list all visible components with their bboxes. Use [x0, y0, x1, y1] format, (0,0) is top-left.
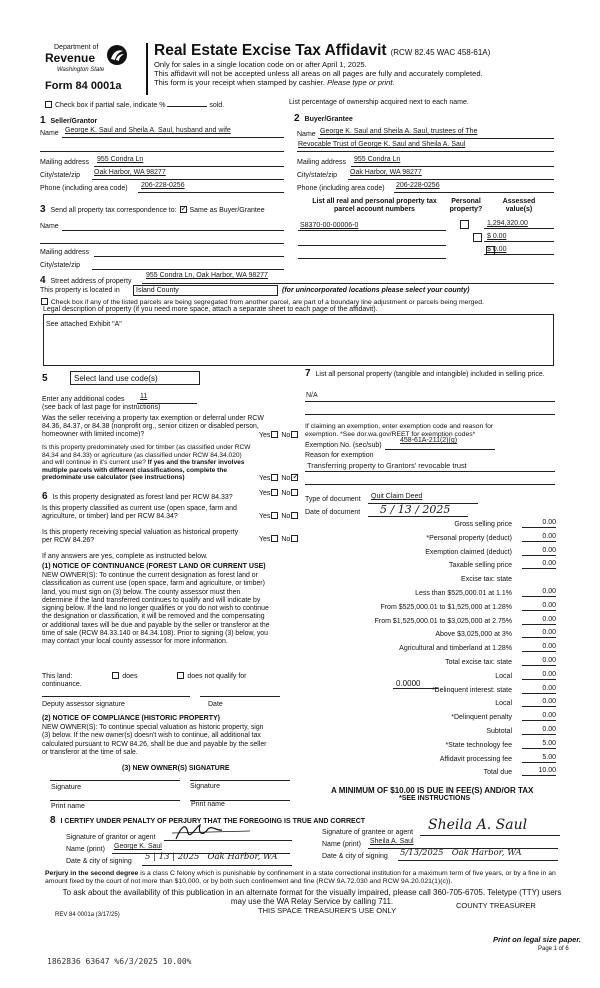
reason-value[interactable]: Transferring property to Grantors' revocable trust [307, 461, 467, 470]
tax-row-value[interactable]: 0.00 [522, 698, 556, 707]
corr-mailing-label: Mailing address [40, 249, 90, 256]
forest-yes-checkbox[interactable] [271, 489, 278, 496]
seller-phone-line [138, 192, 284, 193]
grantor-signature [170, 821, 260, 843]
forest-question-row [42, 491, 233, 503]
grantee-signature-label: Signature of grantee or agent [322, 829, 414, 836]
perjury-bold: Perjury in the second degree [45, 870, 139, 877]
grantee-date-city[interactable]: 5/13/2025 Oak Harbor, WA [400, 848, 522, 858]
tax-row-label: Subtotal [486, 728, 512, 735]
buyer-name-label: Name [297, 131, 316, 138]
tax-row-value[interactable]: 5.00 [522, 754, 556, 763]
notice-compliance-title: (2) NOTICE OF COMPLIANCE (HISTORIC PROPERTY) [42, 715, 220, 722]
located-label: This property is located in [40, 287, 120, 294]
personal-property-label: List all personal property (tangible and intangible) included in selling price. [315, 371, 545, 378]
tax-row-value[interactable]: 0.00 [522, 588, 556, 597]
corr-city-line[interactable] [92, 269, 284, 270]
land-use-select[interactable] [70, 371, 200, 385]
tax-row-value[interactable]: 5.00 [522, 740, 556, 749]
grantor-date-line [142, 865, 292, 866]
personal-property-line [305, 401, 555, 402]
seller-city[interactable]: Oak Harbor, WA 98277 [94, 169, 166, 176]
corr-name-label: Name [40, 223, 59, 230]
grantee-date-line [398, 860, 558, 861]
tax-row-value[interactable]: 0.00 [522, 547, 556, 556]
form-number: Form 84 0001a [45, 80, 122, 92]
land-use-select-label: Select land use code(s) [74, 374, 158, 383]
personal-property-question [305, 368, 555, 380]
current-use-yes-label: Yes [259, 513, 271, 520]
tax-row-value[interactable]: 0.00 [522, 602, 556, 611]
street-value[interactable]: 955 Condra Ln, Oak Harbor, WA 98277 [146, 272, 268, 279]
does-not-label: does not qualify for [187, 673, 247, 680]
tax-row-label: From $525,000.01 to $1,525,000 at 1.28% [380, 603, 512, 611]
notice-line3-italic: Please type or print. [327, 78, 395, 87]
exemption-deferral-question: Was the seller receiving a property tax exemption or deferral under RCW 84.36, 84.37, or 84.38 (nonprofit org., senior citizen or disabled person, homeowner with limited income)? [42, 415, 264, 438]
seller-name-line2 [40, 151, 284, 152]
owner-signature-label-1: Signature [51, 784, 81, 791]
tax-row-label: Agricultural and timberland at 1.28% [399, 645, 512, 653]
doc-type[interactable]: Quit Claim Deed [371, 493, 423, 500]
q1-yes-checkbox[interactable] [271, 431, 278, 438]
tax-row-label: Affidavit processing fee [439, 755, 512, 763]
partial-sale-sold: sold. [209, 102, 225, 109]
owner-signature-line-2[interactable] [190, 780, 290, 781]
doc-type-label: Type of document [305, 496, 361, 503]
owner-signature-line-1[interactable] [50, 780, 180, 781]
q1-no-checkbox[interactable] [291, 431, 298, 438]
q2-yes-checkbox[interactable] [271, 474, 278, 481]
grantor-date-label: Date & city of signing [66, 858, 132, 865]
local-rate[interactable]: 0.0000 [396, 679, 421, 688]
partial-sale-label: Check box if partial sale, indicate % [54, 102, 166, 109]
grantor-name[interactable]: George K. Saul [114, 843, 162, 850]
tax-row-label: Taxable selling price [448, 562, 512, 570]
reason-line [305, 471, 555, 472]
new-owner-signature-title: (3) NEW OWNER(S) SIGNATURE [122, 765, 230, 772]
tax-row-label: Less than $525,000.01 at 1.1% [415, 590, 512, 597]
buyer-heading-label: Buyer/Grantee [304, 116, 353, 123]
tax-row-value[interactable]: 10.00 [522, 767, 556, 776]
tax-row-label: Gross selling price [454, 521, 512, 528]
header-divider [146, 43, 148, 95]
seller-name-label: Name [40, 130, 59, 137]
tax-row-label: *Delinquent penalty [451, 714, 512, 722]
reason-label: Reason for exemption [305, 452, 374, 459]
parcel-col-header: List all real and personal property tax parcel account numbers [312, 198, 437, 214]
deputy-date-label: Date [208, 701, 223, 708]
current-use-yes-checkbox[interactable] [271, 512, 278, 519]
buyer-name-line [318, 138, 554, 139]
assessed-row-1[interactable]: 1,294,320.00 [487, 220, 528, 227]
corr-city-label: City/state/zip [40, 262, 81, 269]
assessed-row-2[interactable]: $ 0.00 [487, 233, 507, 240]
form-title-rcw: (RCW 82.45 WAC 458-61A) [390, 48, 491, 57]
personal-property-checkbox-2[interactable] [473, 233, 482, 242]
buyer-mailing-line [351, 166, 554, 167]
legal-description-box[interactable] [43, 314, 554, 366]
timber-question [42, 444, 254, 482]
street-label: Street address of property [50, 278, 132, 285]
seller-heading-label: Seller/Grantor [50, 118, 98, 125]
grantor-signature-label: Signature of grantor or agent [66, 834, 156, 841]
does-label: does [122, 673, 138, 680]
same-as-buyer-label: Same as Buyer/Grantee [189, 207, 265, 214]
tax-row-label: *Delinquent interest: state [431, 686, 512, 694]
street-row [40, 275, 131, 287]
tax-row-value[interactable]: 0.00 [522, 726, 556, 735]
assessed-row-3[interactable]: $ 0.00 [487, 246, 507, 253]
county-value: Island County [136, 287, 179, 294]
section-3-num: 3 [40, 204, 46, 215]
current-use-no-checkbox[interactable] [291, 512, 298, 519]
personal-col-header: Personal property? [449, 198, 483, 214]
ownership-note: List percentage of ownership acquired next to each name. [289, 99, 469, 106]
current-use-question: Is this property classified as current use (open space, farm and agriculture, or timber) land per RCW 84.34? [42, 505, 237, 521]
reason-line2 [305, 484, 555, 485]
grantee-name-label: Name (print) [322, 841, 361, 848]
parcel-row-2-line[interactable] [298, 245, 446, 246]
tax-row-value[interactable]: 0.00 [522, 629, 556, 638]
historic-question: Is this property receiving special valuation as historical property per RCW 84.26? [42, 529, 239, 545]
segregated-label: Check box if any of the listed parcels are being segregated from another parcel, are part of a boundary line adjustment or parcels being merged. [50, 299, 484, 306]
personal-property-line2 [305, 414, 555, 415]
logo-line3: Washington State [57, 67, 105, 73]
title-block [154, 42, 490, 60]
notice-continuance-text: NEW OWNER(S): To continue the current designation as forest land or classification as current use (open space, farm and agriculture, or timber) land, you must sign on (3) below. The county assessor must then determine if the land transferred continues to qualify and will indicate by signing below. If the land no longer qualifies or you do not wish to continue the designation or classification, it will be removed and the compensating or additional taxes will be due and payable by the seller or transferor at the time of sale (RCW 84.33.140 or 84.34.108). Prior to signing (3) below, you may contact your local county assessor for more information. [42, 572, 270, 646]
section-6-num: 6 [42, 491, 48, 502]
continuance-label: continuance. [42, 681, 82, 688]
historic-yes-label: Yes [259, 536, 271, 543]
grantor-date-city[interactable]: 5 | 13 | 2025 Oak Harbor, WA [145, 852, 278, 862]
buyer-name-line1[interactable]: George K. Saul and Sheila A. Saul, trustees of The [320, 128, 478, 135]
forest-yes-label: Yes [259, 490, 271, 497]
historic-no-label: No [281, 536, 291, 543]
q1-answers [259, 431, 299, 440]
see-instructions: *SEE INSTRUCTIONS [399, 795, 471, 802]
deputy-date-line[interactable] [200, 696, 280, 697]
assessed-row-1-line [484, 228, 554, 229]
county-treasurer: COUNTY TREASURER [456, 901, 536, 910]
seller-mailing-line [94, 166, 284, 167]
assessed-row-3-line [484, 254, 554, 255]
corr-name-line[interactable] [62, 230, 284, 231]
seller-phone[interactable]: 206-228-0256 [141, 182, 185, 189]
county-select[interactable] [133, 285, 278, 296]
doc-date-label: Date of document [305, 509, 361, 516]
buyer-phone-label: Phone (including area code) [297, 185, 385, 192]
tax-row-label: Above $3,025,000 at 3% [435, 631, 512, 639]
section-7-num: 7 [305, 368, 311, 379]
rev-number: REV 84 0001a (3/17/25) [55, 912, 120, 918]
logo-line1: Department of [54, 44, 99, 51]
q1-no-label: No [281, 432, 291, 439]
grantee-date-label: Date & city of signing [322, 853, 388, 860]
tax-row-value[interactable]: 0.00 [522, 657, 556, 666]
see-back: (see back of last page for instructions) [42, 404, 161, 411]
seller-name-line [62, 137, 284, 138]
buyer-name-line2[interactable]: Revocable Trust of George K. Saul and Sheila A. Saul [298, 141, 466, 148]
forest-answers [259, 489, 299, 498]
correspondence-row [40, 204, 265, 216]
notice-continuance-title: (1) NOTICE OF CONTINUANCE (FOREST LAND OR CURRENT USE) [42, 563, 266, 570]
corr-name-line2 [40, 243, 284, 244]
located-note: (for unincorporated locations please select your county) [282, 287, 470, 294]
current-use-answers [259, 512, 299, 521]
land-qualify-row [42, 672, 247, 681]
recording-stamp: 1862836 63647 %6/3/2025 10.00% [47, 957, 192, 966]
notice-line2: This affidavit will not be accepted unless all areas on all pages are fully and accurately completed. [154, 69, 483, 78]
buyer-phone[interactable]: 206-228-0256 [396, 182, 440, 189]
legal-label: Legal description of property (if you need more space, attach a separate sheet to each page of the affidavit). [43, 306, 378, 313]
perjury-text: is a class C felony which is punishable by confinement in a state correctional institution for a maximum term of five years, or by a fine in an amount fixed by the court of not more than $10,000, or by both such confinement and fine (RCW 9A.72.030 and RCW 9A.20.021(1)(c)). [45, 870, 556, 885]
same-as-buyer-checkbox[interactable] [180, 206, 187, 213]
q2-no-label: No [281, 475, 291, 482]
personal-property-value[interactable]: N/A [306, 392, 318, 399]
partial-sale-row [44, 101, 224, 110]
tax-row-label: Total due [483, 769, 512, 777]
personal-property-checkbox-1[interactable] [460, 220, 469, 229]
parcel-row-3-line[interactable] [298, 258, 446, 259]
legal-description: See attached Exhibit "A" [46, 321, 122, 328]
tax-row-label: From $1,525,000.01 to $3,025,000 at 2.75% [374, 617, 512, 625]
grantee-signature[interactable]: Sheila A. Saul [428, 817, 528, 833]
does-not-qualify-checkbox[interactable] [177, 672, 184, 679]
notice-line3-text: This form is your receipt when stamped by cashier. [154, 78, 325, 87]
exemption-no-label: Exemption No. (sec/sub) [305, 442, 382, 449]
tax-row-label: Local [495, 672, 512, 680]
tax-row-value[interactable]: 0.00 [522, 671, 556, 680]
buyer-city-label: City/state/zip [297, 172, 338, 179]
tax-row-label: *State technology fee [445, 741, 512, 749]
buyer-city[interactable]: Oak Harbor, WA 98277 [350, 169, 422, 176]
perjury-notice [45, 870, 565, 886]
correspondence-label: Send all property tax correspondence to: [50, 207, 177, 214]
grantee-signature-line [420, 835, 560, 836]
segregated-checkbox[interactable] [41, 298, 48, 305]
timber-question-text: Is this property predominately used for timber (as classified under RCW 84.34 and 84.33) or agriculture (as classified under RCW 84.34.020) and will continue in it's current use? [42, 444, 251, 467]
exemption-no[interactable]: 458-61A-211(2)(g) [400, 437, 458, 444]
if-yes-instruction: If any answers are yes, complete as instructed below. [42, 553, 208, 560]
exemption-instructions: If claiming an exemption, enter exemption code and reason for exemption. *See dor.wa.gov/REET for exemption codes* [305, 423, 494, 438]
section-8-num: 8 [50, 815, 56, 826]
tax-row-label: Exemption claimed (deduct) [425, 548, 512, 556]
local-rate-line [393, 688, 438, 689]
section-5-num: 5 [42, 373, 48, 384]
section-4-num: 4 [40, 275, 46, 286]
wa-logo-icon [106, 44, 128, 66]
tax-row-value[interactable]: 0.00 [522, 616, 556, 625]
buyer-city-line [348, 179, 554, 180]
additional-codes[interactable]: 11 [140, 393, 148, 400]
q2-answers [259, 474, 299, 483]
grantee-name[interactable]: Sheila A. Saul [370, 838, 414, 845]
forest-no-label: No [281, 490, 291, 497]
form-title: Real Estate Excise Tax Affidavit [154, 42, 387, 59]
owner-print-label-1: Print name [51, 803, 85, 810]
notice-compliance-text: NEW OWNER(S): To continue special valuation as historic property, sign (3) below. If the new owner(s) doesn't wish to continue, all additional tax calculated pursuant to RCW 84.26, shall be due and payable by the seller or transferor at the time of sale. [42, 724, 267, 756]
exemption-no-line [385, 449, 495, 450]
timber-question-bold: If yes and the transfer involves multiple parcels with different classifications, complete the predominate use calculator (see instructions) [42, 459, 245, 482]
parcel-row-1[interactable]: S8370-00-00006-0 [300, 222, 359, 229]
seller-name[interactable]: George K. Saul and Sheila A. Saul, husband and wife [65, 127, 231, 134]
section-1-num: 1 [40, 115, 46, 126]
additional-codes-label: Enter any additional codes [42, 396, 125, 403]
tax-row-label: Excise tax: state [461, 576, 512, 584]
owner-signature-label-2: Signature [190, 783, 220, 790]
treasurer-space: THIS SPACE TREASURER'S USE ONLY [258, 906, 397, 915]
seller-mailing-label: Mailing address [40, 159, 90, 166]
seller-city-label: City/state/zip [40, 172, 81, 179]
deputy-signature-line[interactable] [42, 696, 190, 697]
buyer-mailing-label: Mailing address [297, 159, 347, 166]
availability-notice: To ask about the availability of this publication in an alternate format for the visually impaired, please call 360-705-6705. Teletype (TTY) users may use the WA Relay Service by calling 711. [62, 888, 562, 907]
tax-row-value[interactable]: 0.00 [522, 712, 556, 721]
legal-size-note: Print on legal size paper. [493, 935, 581, 944]
forest-question: Is this property designated as forest land per RCW 84.33? [52, 494, 233, 501]
tax-row-value[interactable]: 0.00 [522, 643, 556, 652]
seller-mailing[interactable]: 955 Condra Ln [97, 156, 144, 163]
corr-mailing-line[interactable] [94, 256, 284, 257]
assessed-col-header: Assessed value(s) [502, 198, 536, 214]
tax-row-value[interactable]: 0.00 [522, 519, 556, 528]
seller-city-line [92, 179, 284, 180]
grantor-name-label: Name (print) [66, 846, 105, 853]
seller-heading [40, 115, 97, 127]
partial-sale-checkbox[interactable] [45, 101, 52, 108]
logo-line2: Revenue [45, 51, 96, 65]
this-land-label: This land: [42, 673, 73, 680]
notice-line3 [154, 79, 395, 88]
notice-line1: Only for sales in a single location code on or after April 1, 2025. [154, 60, 367, 69]
parcel-row-1-line [298, 230, 446, 231]
tax-row-value[interactable]: 0.00 [522, 533, 556, 542]
buyer-mailing[interactable]: 955 Condra Ln [354, 156, 401, 163]
section-2-num: 2 [294, 113, 300, 124]
partial-sale-percent[interactable] [167, 106, 207, 107]
current-use-no-label: No [281, 513, 291, 520]
q2-yes-label: Yes [259, 475, 271, 482]
tax-row-label: Total excise tax: state [445, 659, 512, 666]
does-qualify-checkbox[interactable] [112, 672, 119, 679]
tax-row-value[interactable]: 0.00 [522, 685, 556, 694]
q1-yes-label: Yes [259, 432, 271, 439]
certify-text: I CERTIFY UNDER PENALTY OF PERJURY THAT THE FOREGOING IS TRUE AND CORRECT [60, 818, 366, 825]
doc-date[interactable]: 5 / 13 / 2025 [380, 503, 451, 516]
deputy-signature-label: Deputy assessor signature [42, 701, 125, 708]
owner-print-line-1[interactable] [50, 800, 180, 801]
buyer-name-line2-rule [297, 151, 554, 152]
buyer-heading [294, 113, 353, 125]
minimum-due: A MINIMUM OF $10.00 IS DUE IN FEE(S) AND/OR TAX [331, 786, 534, 795]
assessed-row-2-line [484, 241, 554, 242]
q2-no-checkbox[interactable] [291, 474, 298, 481]
page-number: Page 1 of 6 [538, 946, 569, 952]
forest-no-checkbox[interactable] [291, 489, 298, 496]
tax-row-value[interactable]: 0.00 [522, 560, 556, 569]
buyer-phone-line [394, 192, 554, 193]
tax-row-label: *Personal property (deduct) [426, 534, 512, 542]
seller-phone-label: Phone (including area code) [40, 185, 128, 192]
owner-print-label-2: Print name [191, 801, 225, 808]
street-line [142, 283, 554, 284]
tax-row-label: Local [495, 700, 512, 708]
